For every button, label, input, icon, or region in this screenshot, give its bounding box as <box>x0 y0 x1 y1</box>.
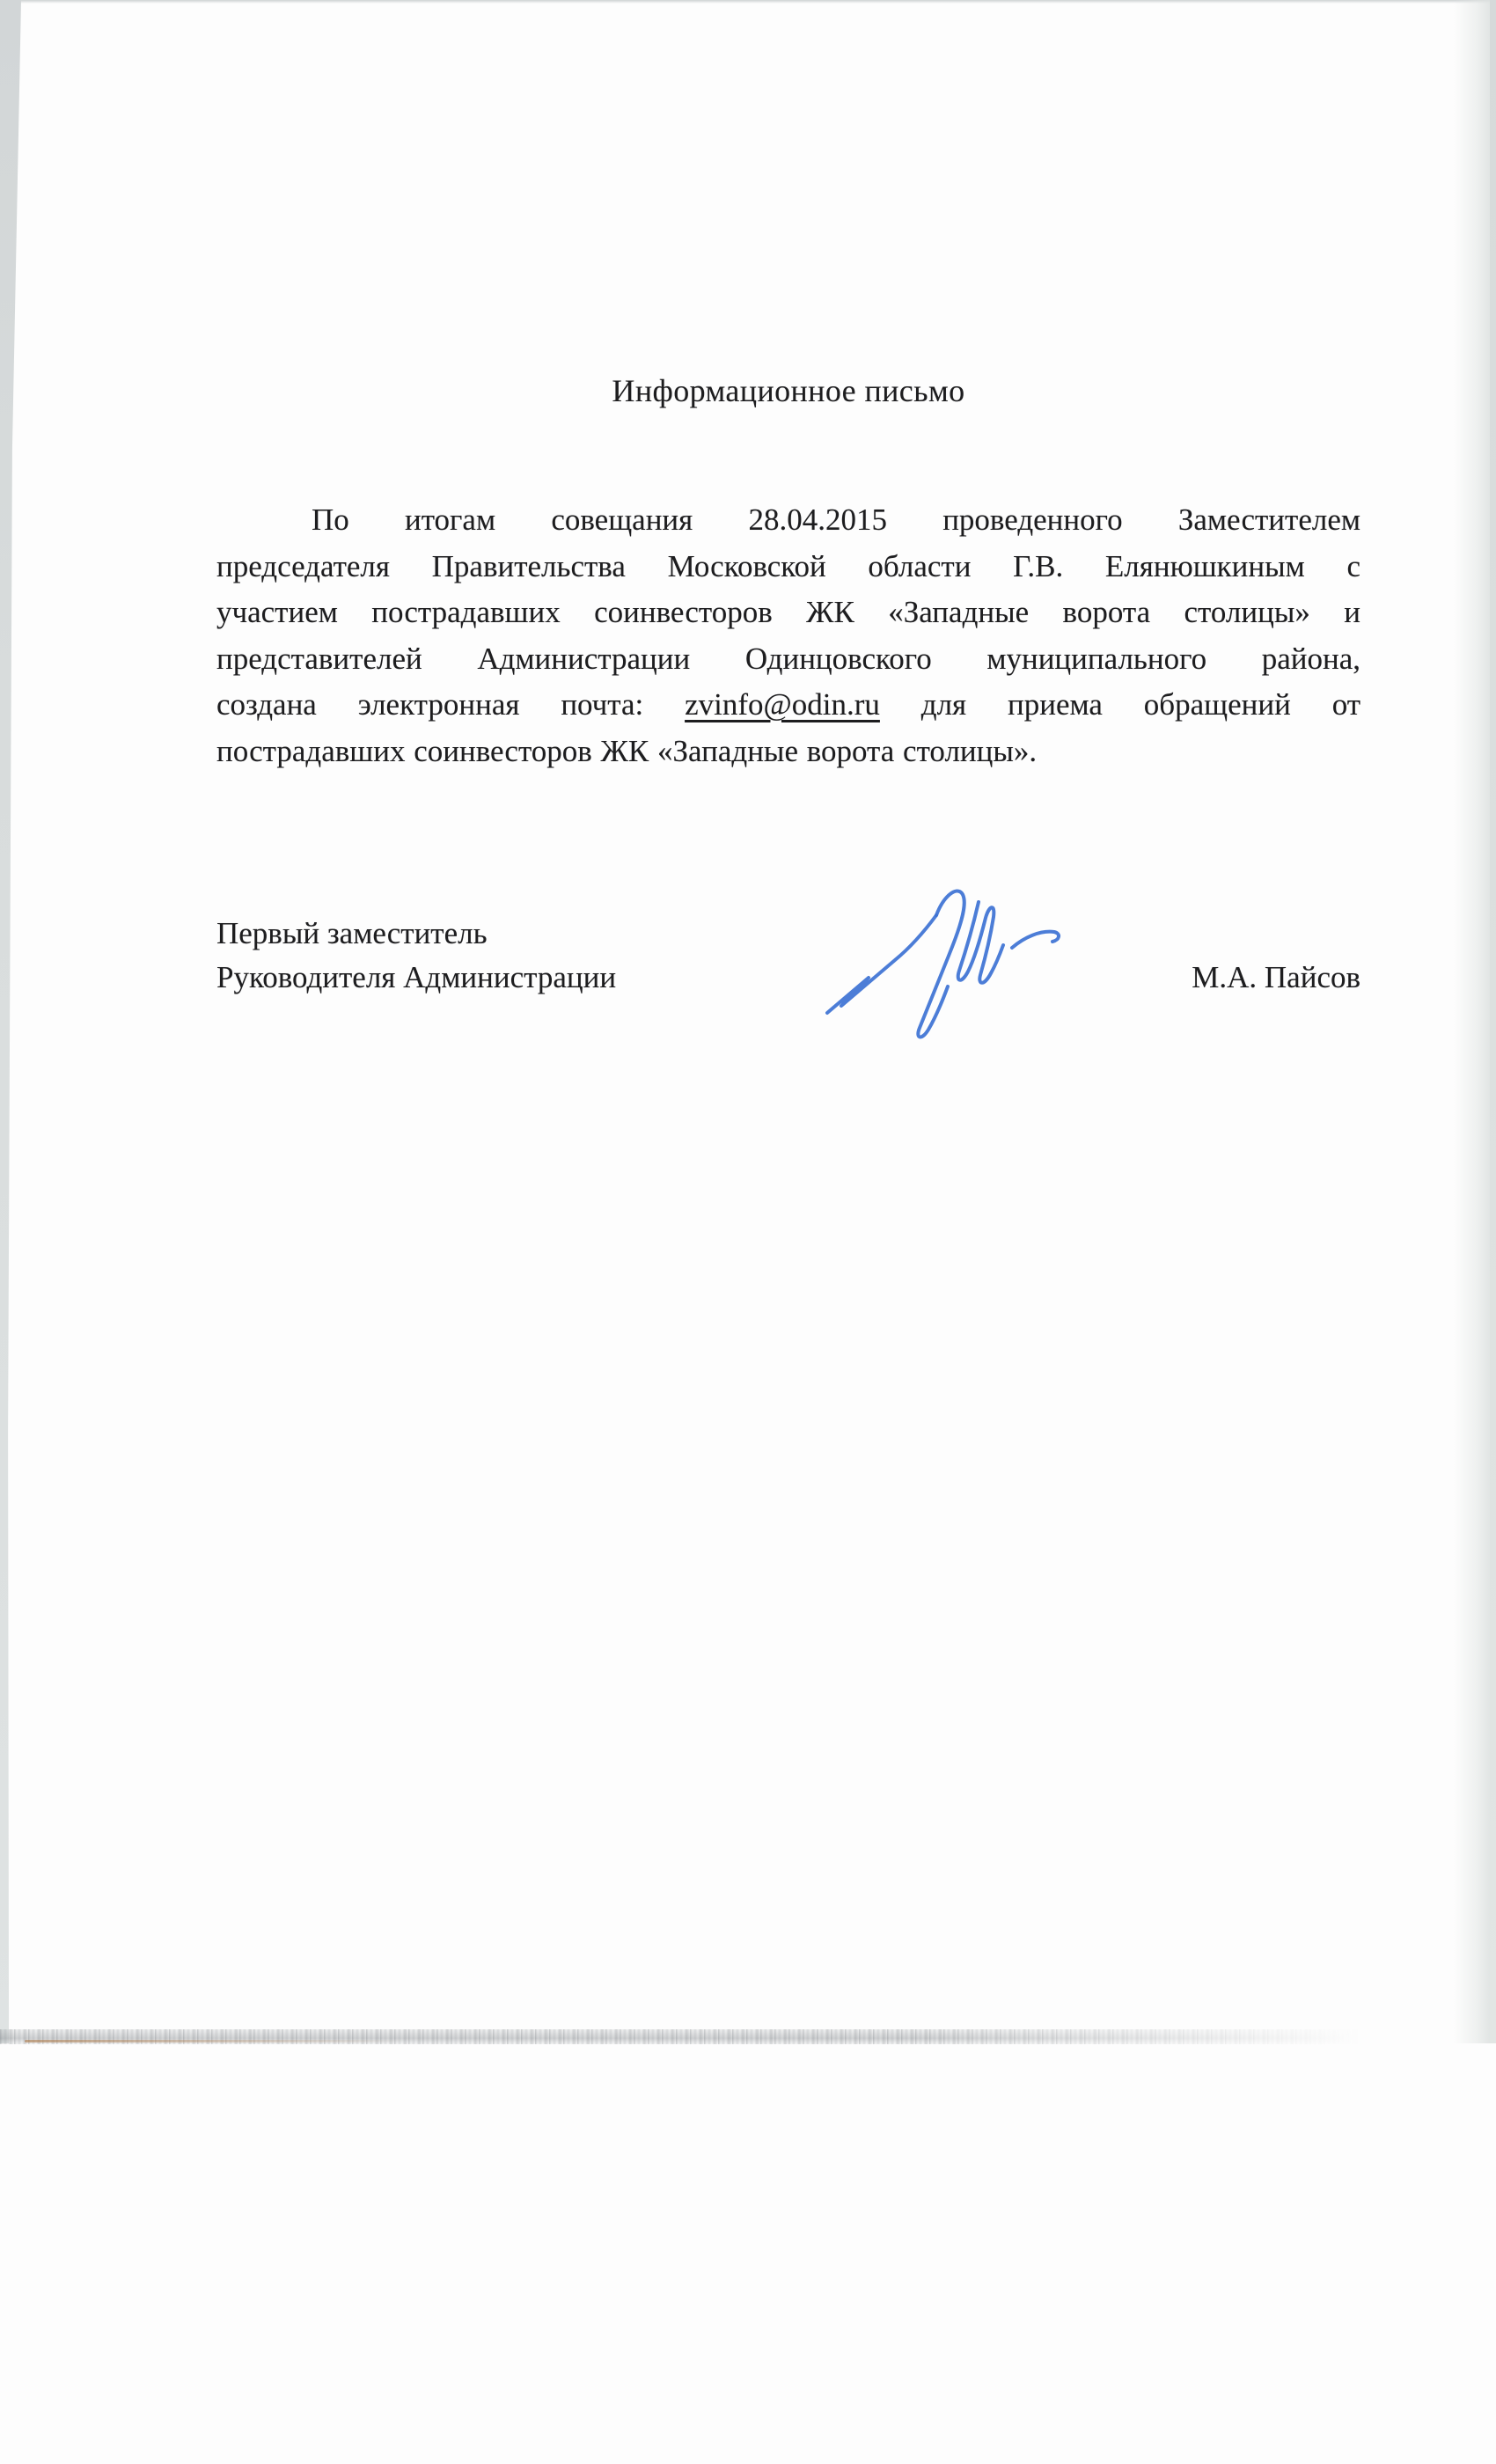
signer-position-line-2: Руководителя Администрации <box>216 960 617 994</box>
body-line-4: представителей Администрации Одинцовского муниципального района, <box>216 641 1360 676</box>
signer-name: М.А. Пайсов <box>1192 960 1360 994</box>
signature-block <box>216 912 1360 1000</box>
body-line-6: пострадавших соинвесторов ЖК «Западные ворота столицы». <box>216 733 1038 768</box>
scan-top-edge <box>0 0 1496 4</box>
body-line-2: председателя Правительства Московской области Г.В. Елянюшкиным с <box>216 548 1360 583</box>
body-line-5-after: для приема обращений от <box>920 687 1361 722</box>
email-address: zvinfo@odin.ru <box>685 687 880 722</box>
body-line-3: участием пострадавших соинвесторов ЖК «Западные ворота столицы» и <box>216 595 1360 629</box>
scan-right-edge-core <box>1490 0 1496 2043</box>
scan-bottom-stain <box>25 2040 403 2042</box>
letter-title: Информационное письмо <box>612 373 965 408</box>
scan-left-edge <box>0 0 21 2043</box>
body-line-5-before: создана электронная почта: <box>216 687 644 722</box>
signer-position-line-1: Первый заместитель <box>216 916 488 950</box>
body-line-5 <box>216 682 1360 729</box>
letter-body <box>216 497 1360 774</box>
body-line-1: По итогам совещания 28.04.2015 проведенного Заместителем <box>312 502 1360 537</box>
